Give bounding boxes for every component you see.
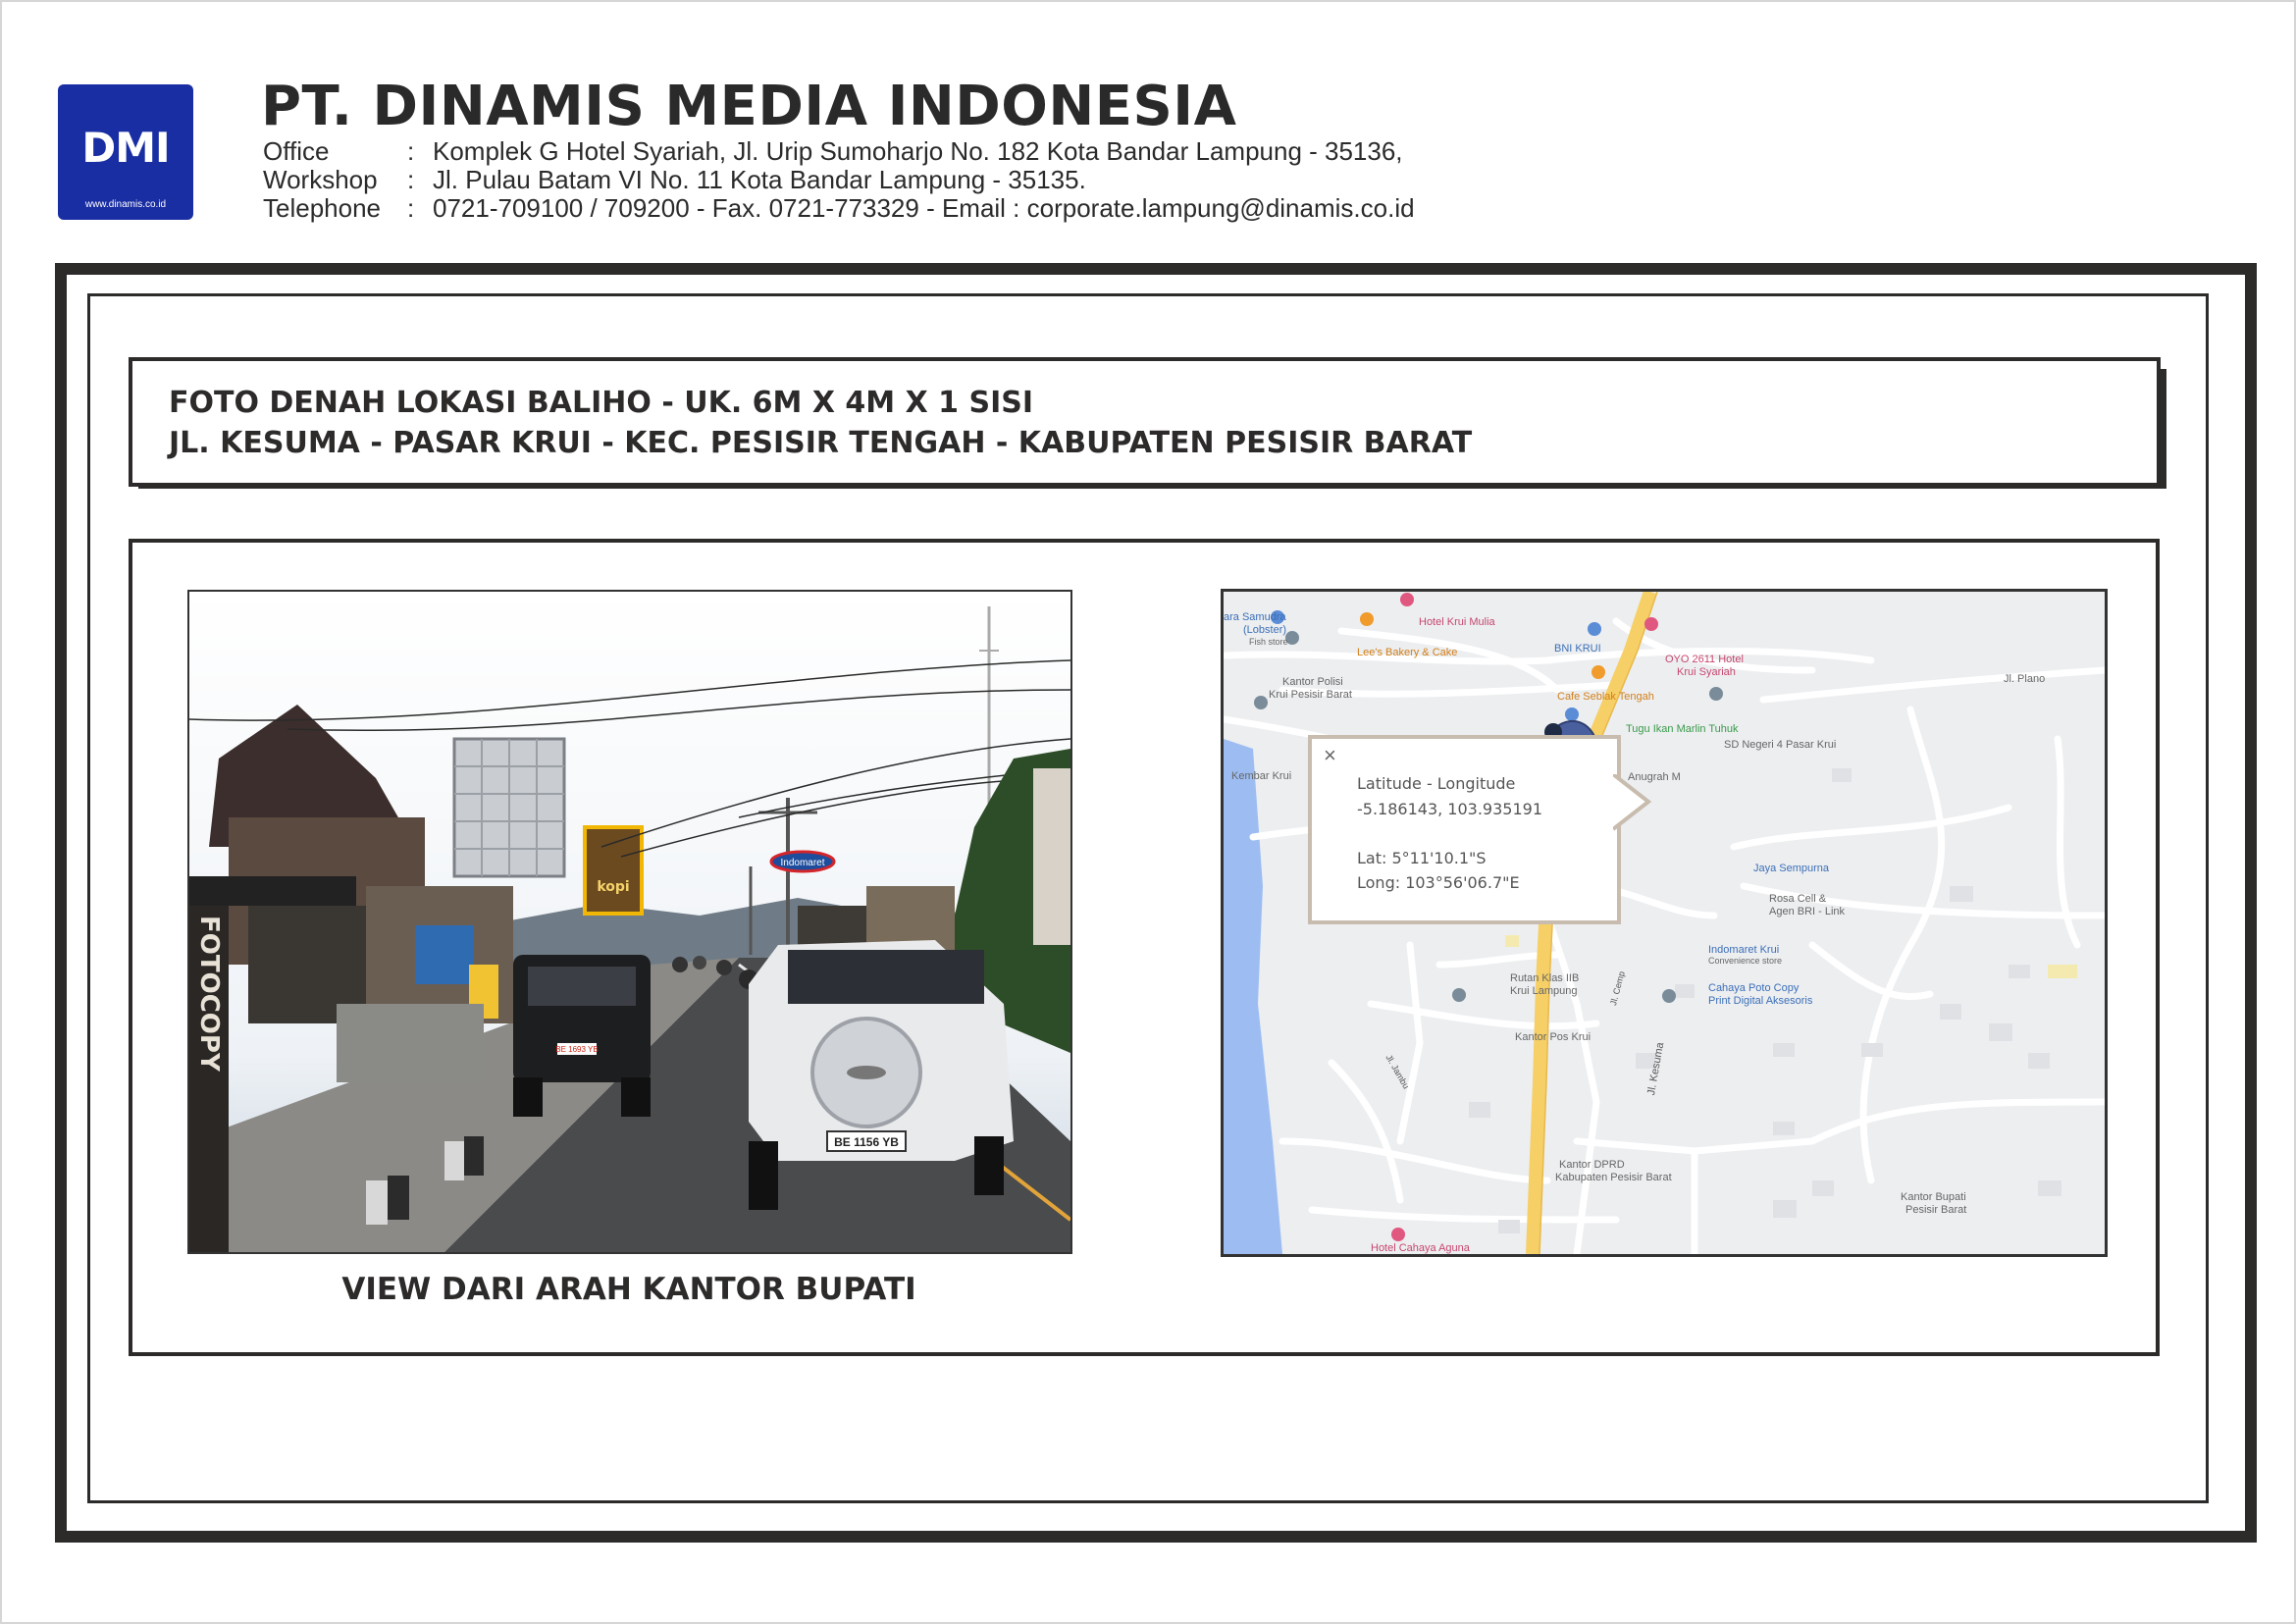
map-label: Kantor DPRD	[1559, 1159, 1625, 1171]
store-sign-text: Indomaret	[780, 858, 825, 868]
map-label: Krui Lampung	[1510, 985, 1578, 997]
coordinates-latitude: Lat: 5°11'10.1"S	[1357, 849, 1487, 867]
location-map[interactable]	[1221, 589, 2108, 1257]
map-label: Krui Syariah	[1677, 666, 1736, 678]
photo-caption: VIEW DARI ARAH KANTOR BUPATI	[341, 1272, 916, 1307]
map-label: Jl. Cemp	[1608, 969, 1627, 1007]
map-label: Cafe Seblak Tengah	[1557, 691, 1654, 703]
contact-label: Telephone	[263, 193, 381, 223]
map-label: OYO 2611 Hotel	[1665, 654, 1744, 665]
map-label: Jl. Plano	[2004, 673, 2046, 685]
title-box	[129, 357, 2161, 487]
map-label: Pesisir Barat	[1905, 1204, 1967, 1216]
street-photo-illustration	[189, 592, 1070, 1252]
side-sign-text: FOTOCOPY	[194, 916, 224, 1072]
plate-left-text: BE 1693 YB	[555, 1045, 599, 1054]
logo-website: www.dinamis.co.id	[84, 199, 167, 210]
map-label: Kantor Bupati	[1901, 1191, 1966, 1203]
map-label: Kabupaten Pesisir Barat	[1555, 1172, 1672, 1183]
ad-sign-text: kopi	[597, 879, 630, 895]
map-label: Jl. Jambu	[1383, 1053, 1412, 1091]
title-line-2: JL. KESUMA - PASAR KRUI - KEC. PESISIR TENGAH - KABUPATEN PESISIR BARAT	[169, 426, 1473, 460]
map-label: ara Samudra	[1224, 611, 1286, 623]
map-label: Agen BRI - Link	[1769, 906, 1846, 917]
map-label: Fish store	[1249, 637, 1288, 647]
popup-pointer	[1613, 774, 1652, 833]
company-logo	[58, 84, 193, 220]
map-label: Rutan Klas IIB	[1510, 972, 1580, 984]
map-label: Cahaya Poto Copy	[1708, 982, 1800, 994]
map-label: Convenience store	[1708, 956, 1783, 966]
contact-value: Komplek G Hotel Syariah, Jl. Urip Sumoharjo No. 182 Kota Bandar Lampung - 35136,	[433, 136, 1403, 166]
map-label: Kantor Pos Krui	[1515, 1031, 1592, 1043]
contact-row-office	[263, 137, 1415, 166]
map-label: Hotel Krui Mulia	[1419, 616, 1495, 628]
map-label: Lee's Bakery & Cake	[1357, 647, 1458, 658]
logo-abbreviation: DMI	[81, 124, 170, 172]
map-label: Print Digital Aksesoris	[1708, 995, 1813, 1007]
map-label: Anugrah M	[1628, 771, 1681, 783]
contact-separator: :	[407, 136, 415, 166]
map-label: Hotel Cahaya Aguna	[1371, 1242, 1470, 1254]
map-label: Rosa Cell &	[1769, 893, 1827, 905]
contact-info	[263, 137, 1415, 223]
contact-value: Jl. Pulau Batam VI No. 11 Kota Bandar Lampung - 35135.	[433, 165, 1086, 194]
contact-label: Workshop	[263, 165, 378, 194]
coordinates-decimal: -5.186143, 103.935191	[1357, 800, 1542, 818]
map-label: (Lobster)	[1243, 624, 1287, 636]
coordinates-heading: Latitude - Longitude	[1357, 774, 1516, 793]
map-label: Kantor Polisi	[1282, 676, 1343, 688]
map-label: BNI KRUI	[1554, 643, 1601, 655]
map-label: Krui Pesisir Barat	[1269, 689, 1352, 701]
contact-separator: :	[407, 193, 415, 223]
location-photo	[187, 590, 1072, 1254]
title-line-1: FOTO DENAH LOKASI BALIHO - UK. 6M X 4M X 1 SISI	[169, 386, 1034, 420]
contact-separator: :	[407, 165, 415, 194]
company-name: PT. DINAMIS MEDIA INDONESIA	[261, 75, 1237, 138]
contact-value: 0721-709100 / 709200 - Fax. 0721-773329 - Email : corporate.lampung@dinamis.co.id	[433, 193, 1415, 223]
close-icon[interactable]: ×	[1324, 743, 1336, 767]
coordinates-longitude: Long: 103°56'06.7"E	[1357, 873, 1520, 892]
contact-label: Office	[263, 136, 330, 166]
contact-row-telephone	[263, 194, 1415, 223]
map-label: SD Negeri 4 Pasar Krui	[1724, 739, 1837, 751]
map-label: Jl. Kesuma	[1645, 1041, 1667, 1097]
map-label: Tugu Ikan Marlin Tuhuk	[1626, 723, 1739, 735]
map-label: Indomaret Krui	[1708, 944, 1780, 956]
map-label: Kembar Krui	[1231, 770, 1292, 782]
contact-row-workshop	[263, 166, 1415, 194]
coordinates-popup	[1308, 735, 1621, 924]
plate-rear-text: BE 1156 YB	[834, 1135, 899, 1149]
map-label: Jaya Sempurna	[1753, 863, 1830, 874]
